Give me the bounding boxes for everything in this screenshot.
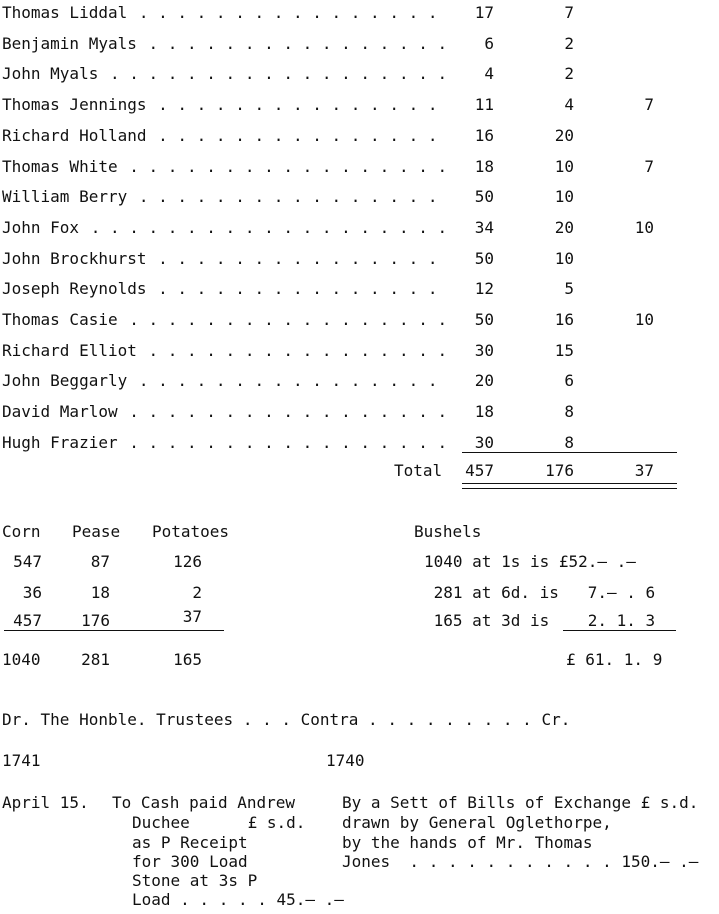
ledger-row-pease: 6 (564, 371, 574, 390)
summary-cell: 176 (81, 611, 110, 630)
ledger-row-potatoes: 7 (644, 157, 654, 176)
bushels-header: Bushels (414, 522, 482, 541)
summary-cell: 126 (173, 552, 202, 571)
account-left-entry-line: To Cash paid Andrew (112, 793, 296, 812)
ledger-row-name: Richard Holland . . . (2, 127, 447, 145)
account-left-entry-line: Duchee £ s.d. (132, 813, 306, 832)
ledger-row-name: William Berry . . . (2, 188, 447, 206)
ledger-row-potatoes: 10 (634, 218, 654, 237)
total-pease: 176 (545, 461, 574, 480)
summary-cell: 37 (182, 607, 202, 626)
ledger-row-corn: 6 (484, 34, 494, 53)
ledger-row-pease: 20 (554, 218, 574, 237)
ledger-row-corn: 50 (474, 310, 494, 329)
account-heading: Dr. The Honble. Trustees . . . Contra . . . . . . . . . Cr. (2, 710, 571, 729)
account-left-entry-line: as P Receipt (132, 833, 248, 852)
account-date: April 15. (2, 793, 89, 812)
ledger-row-pease: 10 (554, 249, 574, 268)
summary-total-pease: 281 (81, 650, 110, 669)
bushels-line: 165 at 3d is 2. 1. 3 (424, 611, 656, 630)
total-double-rule-1 (462, 483, 677, 484)
ledger-row-name: John Fox . . . (2, 219, 447, 237)
account-right-entry-line: drawn by General Oglethorpe, (342, 813, 612, 832)
account-right-entry-line: Jones . . . . . . . . . . . 150.— .— (342, 852, 699, 871)
ledger-row-potatoes: 10 (634, 310, 654, 329)
ledger-row-name: David Marlow . . . (2, 403, 447, 421)
summary-cell: 547 (13, 552, 42, 571)
ledger-row-pease: 10 (554, 157, 574, 176)
ledger-row-corn: 20 (474, 371, 494, 390)
ledger-row-corn: 18 (474, 402, 494, 421)
ledger-row-pease: 7 (564, 3, 574, 22)
account-year-right: 1740 (326, 751, 365, 770)
ledger-row-corn: 4 (484, 64, 494, 83)
total-label: Total (394, 461, 443, 480)
summary-cell: 36 (22, 583, 42, 602)
summary-total-potatoes: 165 (173, 650, 202, 669)
account-left-entry-line: Load . . . . . 45.— .— (132, 890, 344, 909)
ledger-row-pease: 10 (554, 187, 574, 206)
ledger-row-name: Benjamin Myals . . . (2, 35, 447, 53)
ledger-row-corn: 50 (474, 249, 494, 268)
summary-rule (4, 630, 224, 631)
bushels-line: 1040 at 1s is £52.— .— (424, 552, 636, 571)
ledger-row-name: Thomas Liddal . . . (2, 4, 447, 22)
total-corn: 457 (465, 461, 494, 480)
account-left-entry-line: for 300 Load (132, 852, 248, 871)
summary-cell: 2 (192, 583, 202, 602)
ledger-row-pease: 2 (564, 34, 574, 53)
summary-cell: 18 (90, 583, 110, 602)
ledger-row-pease: 16 (554, 310, 574, 329)
summary-header-corn: Corn (2, 522, 41, 541)
ledger-row-name: John Brockhurst . . . (2, 250, 447, 268)
account-year-left: 1741 (2, 751, 41, 770)
ledger-row-pease: 5 (564, 279, 574, 298)
ledger-row-name: John Beggarly . . . (2, 372, 447, 390)
ledger-row-corn: 18 (474, 157, 494, 176)
ledger-row-corn: 30 (474, 433, 494, 452)
ledger-row-name: Joseph Reynolds . . . (2, 280, 447, 298)
ledger-row-pease: 4 (564, 95, 574, 114)
total-double-rule-2 (462, 488, 677, 489)
bushels-total: £ 61. 1. 9 (566, 650, 663, 669)
summary-total-corn: 1040 (2, 650, 41, 669)
ledger-row-corn: 50 (474, 187, 494, 206)
bushels-line: 281 at 6d. is 7.— . 6 (424, 583, 656, 602)
ledger-row-potatoes: 7 (644, 95, 654, 114)
ledger-row-corn: 11 (474, 95, 494, 114)
ledger-row-pease: 2 (564, 64, 574, 83)
ledger-row-corn: 12 (474, 279, 494, 298)
ledger-row-name: Thomas White . . . (2, 158, 447, 176)
total-potatoes: 37 (634, 461, 654, 480)
summary-header-pease: Pease (72, 522, 121, 541)
ledger-row-name: John Myals . . . (2, 65, 447, 83)
ledger-row-name: Thomas Jennings . . . (2, 96, 447, 114)
ledger-row-name: Hugh Frazier . . . (2, 434, 447, 452)
ledger-row-name: Thomas Casie . . . (2, 311, 447, 329)
summary-cell: 457 (13, 611, 42, 630)
ledger-row-corn: 34 (474, 218, 494, 237)
total-rule-top (462, 452, 677, 453)
ledger-row-pease: 8 (564, 433, 574, 452)
ledger-row-pease: 20 (554, 126, 574, 145)
account-left-entry-line: Stone at 3s P (132, 871, 258, 890)
ledger-row-corn: 16 (474, 126, 494, 145)
ledger-row-pease: 8 (564, 402, 574, 421)
ledger-row-corn: 17 (474, 3, 494, 22)
account-right-entry-line: by the hands of Mr. Thomas (342, 833, 593, 852)
ledger-row-pease: 15 (554, 341, 574, 360)
summary-cell: 87 (90, 552, 110, 571)
account-right-entry-line: By a Sett of Bills of Exchange £ s.d. (342, 793, 699, 812)
ledger-row-name: Richard Elliot . . . (2, 342, 447, 360)
ledger-row-corn: 30 (474, 341, 494, 360)
summary-header-potatoes: Potatoes (152, 522, 230, 541)
bushels-rule (563, 630, 676, 631)
